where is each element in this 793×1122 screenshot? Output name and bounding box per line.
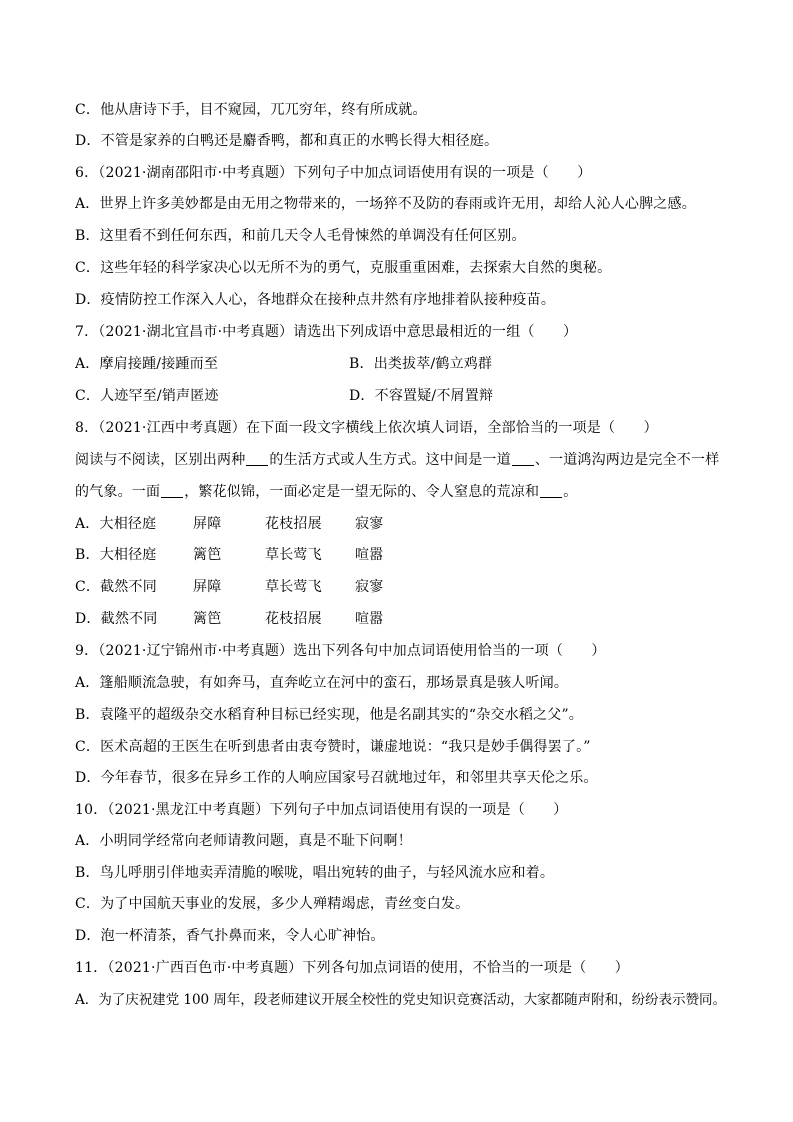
fill-blank-passage-line [75, 450, 765, 470]
answer-blank [540, 483, 562, 498]
option-cell: 屏障 [193, 516, 222, 532]
option-cell: 草长莺飞 [265, 547, 322, 563]
option-right: D．不容置疑/不屑置辩 [349, 388, 494, 404]
option-cell: 花枝招展 [265, 516, 322, 532]
option-cell: A．大相径庭 [75, 516, 157, 532]
option-cell: 寂寥 [355, 579, 384, 595]
text-line: B．鸟儿呼朋引伴地卖弄清脆的喉咙，唱出宛转的曲子，与轻风流水应和着。 [75, 865, 555, 881]
answer-blank [161, 483, 183, 498]
text-line: A．篷船顺流急驶，有如奔马，直奔屹立在河中的蛮石，那场景真是骇人听闻。 [75, 675, 569, 691]
text-line: D．泡一杯清茶，香气扑鼻而来，令人心旷神怡。 [75, 928, 385, 944]
option-cell: 喧嚣 [355, 611, 384, 627]
option-cell: 草长莺飞 [265, 579, 322, 595]
text-line: B．这里看不到任何东西，和前几天令人毛骨悚然的单调没有任何区别。 [75, 228, 526, 244]
option-cell: B．大相径庭 [75, 547, 157, 563]
text-line: 10．（2021·黑龙江中考真题）下列句子中加点词语使用有误的一项是（ ） [75, 802, 568, 818]
text-line: D．疫情防控工作深入人心，各地群众在接种点井然有序地排着队接种疫苗。 [75, 292, 556, 308]
text-line: C．他从唐诗下手，目不窥园，兀兀穷年，终有所成就。 [75, 102, 427, 118]
passage-segment: 、一道鸿沟两边是完全不一样 [534, 452, 720, 468]
answer-blank [246, 451, 268, 466]
fill-blank-passage-line [75, 482, 765, 502]
text-line: D．不管是家养的白鸭还是麝香鸭，都和真正的水鸭长得大相径庭。 [75, 133, 499, 149]
passage-segment: ，繁花似锦，一面必定是一望无际的、令人窒息的荒凉和 [184, 484, 540, 500]
text-line: B．袁隆平的超级杂交水稻育种目标已经实现，他是名副其实的“杂交水稻之父”。 [75, 707, 584, 723]
text-line: 9．（2021·辽宁锦州市·中考真题）选出下列各句中加点词语使用恰当的一项（ ） [75, 643, 606, 659]
text-line: 6．（2021·湖南邵阳市·中考真题）下列句子中加点词语使用有误的一项是（ ） [75, 165, 592, 181]
option-cell: 花枝招展 [265, 611, 322, 627]
text-line: 11．（2021·广西百色市·中考真题）下列各句加点词语的使用，不恰当的一项是（ ） [75, 960, 629, 976]
text-line: 8．（2021·江西中考真题）在下面一段文字横线上依次填人词语，全部恰当的一项是（ ） [75, 420, 658, 436]
option-cell: 喧嚣 [355, 547, 384, 563]
option-cell: D．截然不同 [75, 611, 158, 627]
text-line: C．这些年轻的科学家决心以无所不为的勇气，克服重重困难，去探索大自然的奥秘。 [75, 260, 612, 276]
text-line: D．今年春节，很多在异乡工作的人响应国家号召就地过年，和邻里共享天伦之乐。 [75, 770, 598, 786]
option-cell: 篱笆 [193, 611, 222, 627]
option-left: C．人迹罕至/销声匿迹 [75, 388, 219, 404]
text-line: C．为了中国航天事业的发展，多少人殚精竭虑，青丝变白发。 [75, 896, 470, 912]
text-line: 7．（2021·湖北宜昌市·中考真题）请选出下列成语中意思最相近的一组（ ） [75, 324, 578, 340]
passage-segment: 阅读与不阅读，区别出两种 [75, 452, 246, 468]
option-left: A．摩肩接踵/接踵而至 [75, 356, 219, 372]
answer-blank [512, 451, 534, 466]
option-cell: 屏障 [193, 579, 222, 595]
text-line: C．医术高超的王医生在听到患者由衷夸赞时，谦虚地说：“我只是妙手偶得罢了。” [75, 739, 591, 755]
option-cell: 篱笆 [193, 547, 222, 563]
text-line: A．为了庆祝建党 100 周年，段老师建议开展全校性的党史知识竞赛活动，大家都随声附和，纷纷表示赞同。 [75, 992, 727, 1008]
passage-segment: 的气象。一面 [75, 484, 161, 500]
option-right: B．出类拔萃/鹤立鸡群 [349, 356, 493, 372]
passage-segment: 。 [563, 484, 578, 500]
text-line: A．世界上许多美妙都是由无用之物带来的，一场猝不及防的春雨或许无用，却给人沁人心脾之感。 [75, 196, 696, 212]
option-cell: C．截然不同 [75, 579, 157, 595]
text-line: A．小明同学经常向老师请教问题，真是不耻下问啊！ [75, 833, 412, 849]
passage-segment: 的生活方式或人生方式。这中间是一道 [269, 452, 511, 468]
option-cell: 寂寥 [355, 516, 384, 532]
